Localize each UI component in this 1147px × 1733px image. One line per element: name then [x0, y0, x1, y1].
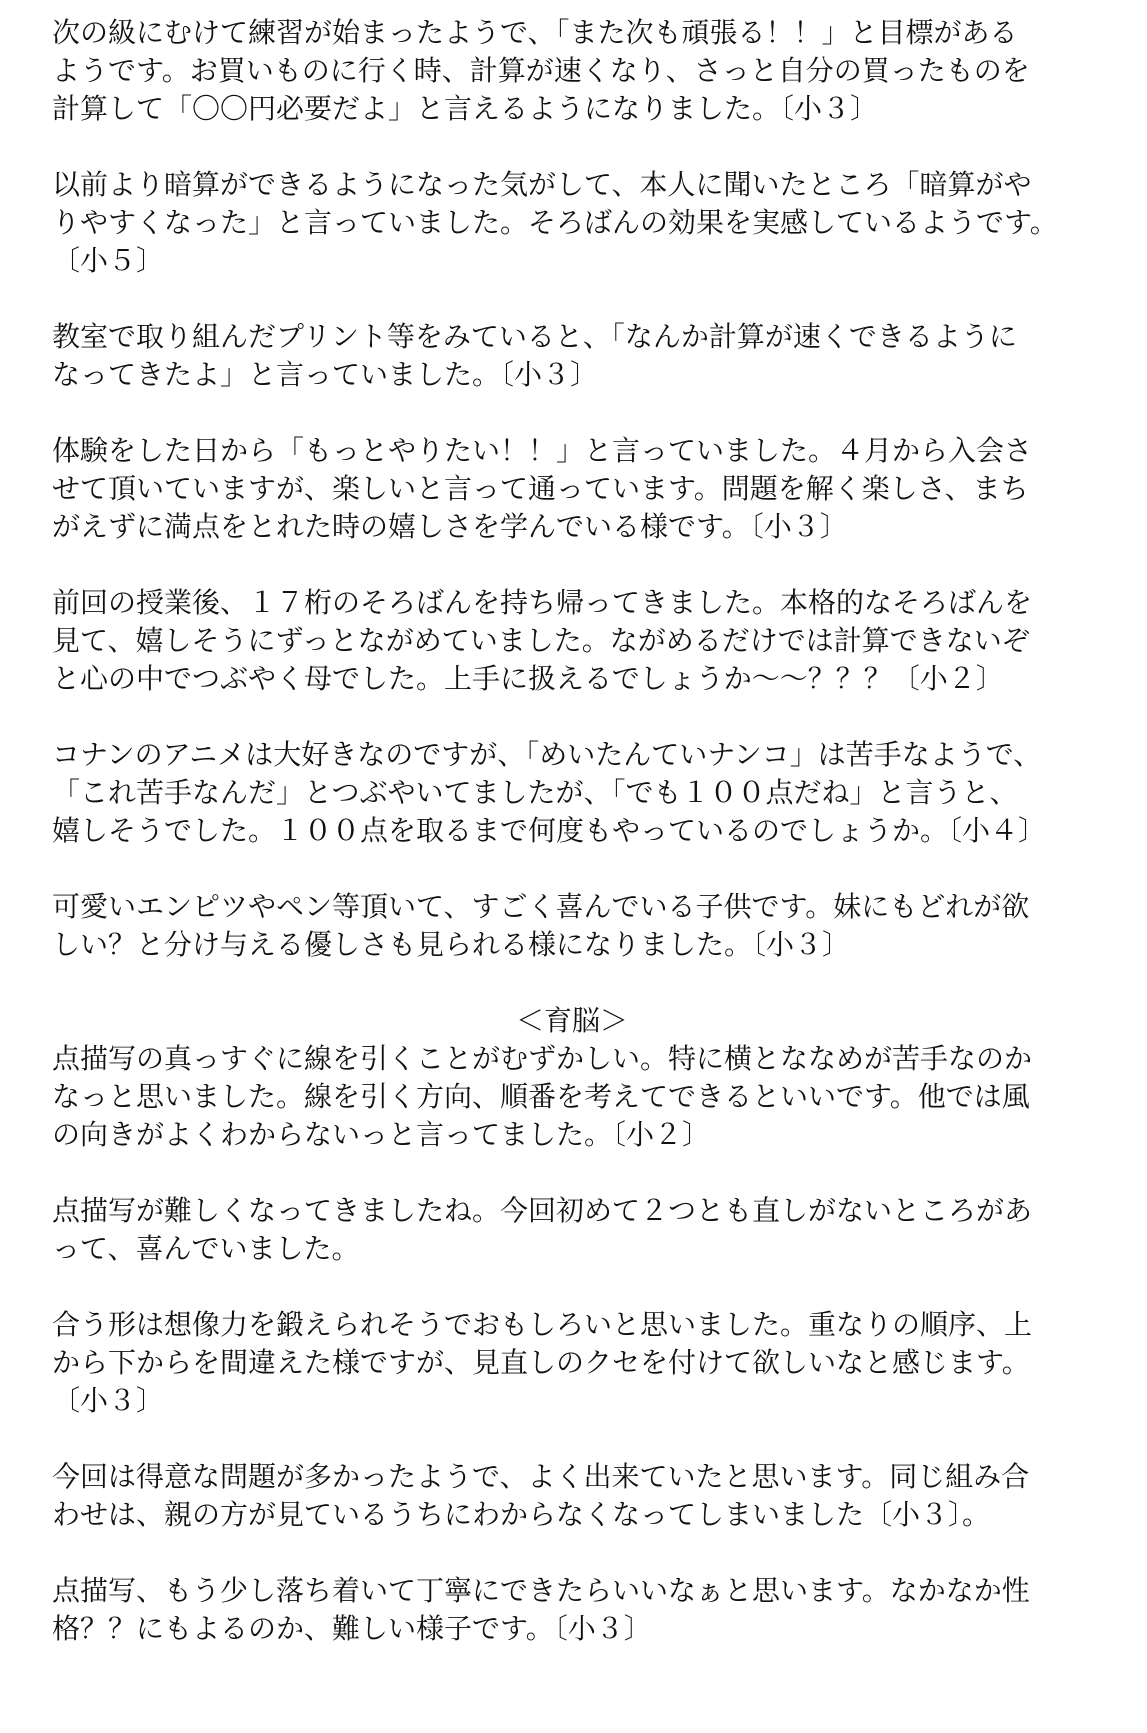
- text-line: がえずに満点をとれた時の嬉しさを学んでいる様です。〔小３〕: [52, 510, 848, 543]
- ikuno-paragraph: [52, 1458, 1092, 1534]
- feedback-paragraph: [52, 736, 1092, 850]
- feedback-paragraph: [52, 166, 1092, 280]
- text-line: 点描写の真っすぐに線を引くことがむずかしい。特に横とななめが苦手なのか: [52, 1042, 1033, 1075]
- text-line: 合う形は想像力を鍛えられそうでおもしろいと思いました。重なりの順序、上: [52, 1308, 1033, 1341]
- feedback-paragraph: [52, 318, 1092, 394]
- text-line: 前回の授業後、１７桁のそろばんを持ち帰ってきました。本格的なそろばんを: [52, 586, 1033, 619]
- text-line: って、喜んでいました。: [52, 1232, 360, 1265]
- feedback-paragraph: [52, 584, 1092, 698]
- paragraph-spacer: [52, 546, 1092, 584]
- text-line: 格？？にもよるのか、難しい様子です。〔小３〕: [52, 1612, 652, 1645]
- text-line: 可愛いエンピツやペン等頂いて、すごく喜んでいる子供です。妹にもどれが欲: [52, 890, 1030, 923]
- text-line: しい？と分け与える優しさも見られる様になりました。〔小３〕: [52, 928, 851, 961]
- text-line: 以前より暗算ができるようになった気がして、本人に聞いたところ「暗算がや: [52, 168, 1032, 201]
- ikuno-paragraph: [52, 1572, 1092, 1648]
- text-line: コナンのアニメは大好きなのですが、「めいたんていナンコ」は苦手なようで、: [52, 738, 1042, 771]
- text-line: 点描写が難しくなってきましたね。今回初めて２つとも直しがないところがあ: [52, 1194, 1033, 1227]
- paragraph-spacer: [52, 964, 1092, 1002]
- ikuno-paragraph: [52, 1192, 1092, 1268]
- text-line: 嬉しそうでした。１００点を取るまで何度もやっているのでしょうか。〔小４〕: [52, 814, 1047, 847]
- paragraph-spacer: [52, 128, 1092, 166]
- text-line: 次の級にむけて練習が始まったようで、「また次も頑張る！！」と目標がある: [52, 16, 1018, 49]
- document-body: [52, 14, 1092, 1648]
- feedback-paragraph: [52, 888, 1092, 964]
- text-line: 体験をした日から「もっとやりたい！！」と言っていました。４月から入会さ: [52, 434, 1033, 467]
- paragraph-spacer: [52, 1534, 1092, 1572]
- text-line: 教室で取り組んだプリント等をみていると、「なんか計算が速くできるように: [52, 320, 1017, 353]
- text-line: 見て、嬉しそうにずっとながめていました。ながめるだけでは計算できないぞ: [52, 624, 1030, 657]
- text-line: りやすくなった」と言っていました。そろばんの効果を実感しているようです。: [52, 206, 1058, 239]
- text-line: せて頂いていますが、楽しいと言って通っています。問題を解く楽しさ、まち: [52, 472, 1029, 505]
- text-line: 〔小３〕: [52, 1384, 165, 1417]
- paragraph-spacer: [52, 280, 1092, 318]
- text-line: ようです。お買いものに行く時、計算が速くなり、さっと自分の買ったものを: [52, 54, 1030, 87]
- text-line: 「これ苦手なんだ」とつぶやいてましたが、「でも１００点だね」と言うと、: [52, 776, 1018, 809]
- paragraph-spacer: [52, 394, 1092, 432]
- paragraph-spacer: [52, 850, 1092, 888]
- text-line: わせは、親の方が見ているうちにわからなくなってしまいました〔小３〕。: [52, 1498, 991, 1531]
- text-line: 点描写、もう少し落ち着いて丁寧にできたらいいなぁと思います。なかなか性: [52, 1574, 1030, 1607]
- ikuno-paragraph: [52, 1306, 1092, 1420]
- text-line: なっと思いました。線を引く方向、順番を考えてできるといいです。他では風: [52, 1080, 1030, 1113]
- text-line: 今回は得意な問題が多かったようで、よく出来ていたと思います。同じ組み合: [52, 1460, 1030, 1493]
- text-line: なってきたよ」と言っていました。〔小３〕: [52, 358, 599, 391]
- text-line: から下からを間違えた様ですが、見直しのクセを付けて欲しいなと感じます。: [52, 1346, 1030, 1379]
- feedback-paragraph: [52, 432, 1092, 546]
- paragraph-spacer: [52, 1268, 1092, 1306]
- feedback-paragraph: [52, 14, 1092, 128]
- paragraph-spacer: [52, 1420, 1092, 1458]
- section-heading: ＜育脳＞: [515, 1004, 628, 1037]
- paragraph-spacer: [52, 698, 1092, 736]
- text-line: 〔小５〕: [52, 244, 165, 277]
- ikuno-paragraph: [52, 1040, 1092, 1154]
- paragraph-spacer: [52, 1154, 1092, 1192]
- text-line: 計算して「〇〇円必要だよ」と言えるようになりました。〔小３〕: [52, 92, 879, 125]
- text-line: の向きがよくわからないっと言ってました。〔小２〕: [52, 1118, 711, 1151]
- text-line: と心の中でつぶやく母でした。上手に扱えるでしょうか～～？？？〔小２〕: [52, 662, 1004, 695]
